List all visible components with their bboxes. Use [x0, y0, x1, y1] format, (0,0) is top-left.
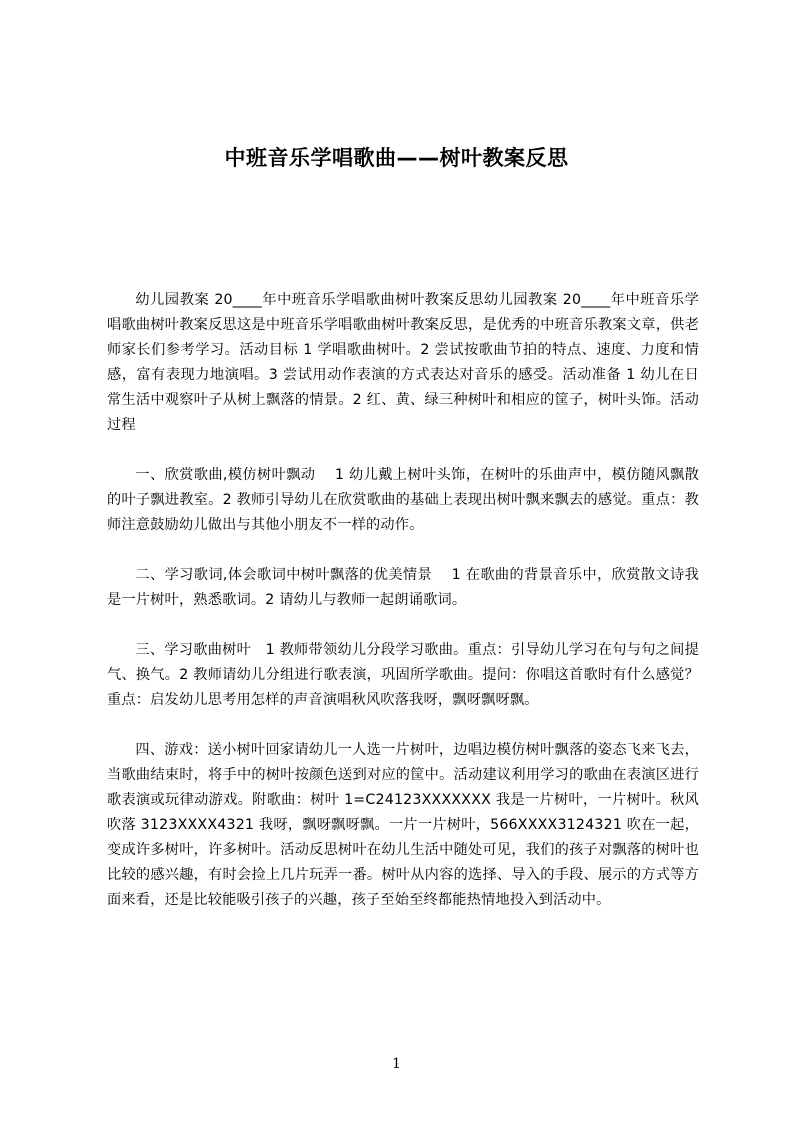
- document-title: 中班音乐学唱歌曲——树叶教案反思: [224, 146, 569, 170]
- paragraph-section-4: 四、游戏：送小树叶回家请幼儿一人选一片树叶，边唱边模仿树叶飘落的姿态飞来飞去，当歌曲结束时，将手中的树叶按颜色送到对应的筐中。活动建议利用学习的歌曲在表演区进行歌表演或玩律动游戏。附歌曲：树叶 1=C24123XXXXXXX 我是一片树叶，一片树叶。秋风吹落 3123XXXX4321 我呀，飘呀飘呀飘。一片一片树叶，566XXXX3124321 吹在一起，变成许多树叶，许多树叶。活动反思树叶在幼儿生活中随处可见，我们的孩子对飘落的树叶也比较的感兴趣，有时会捡上几片玩弄一番。树叶从内容的选择、导入的手段、展示的方式等方面来看，还是比较能吸引孩子的兴趣，孩子至始至终都能热情地投入到活动中。: [107, 742, 699, 908]
- document-body: [107, 288, 699, 913]
- paragraph-section-2: 二、学习歌词,体会歌词中树叶飘落的优美情景 1 在歌曲的背景音乐中，欣赏散文诗我是一片树叶，熟悉歌词。2 请幼儿与教师一起朗诵歌词。: [107, 567, 699, 608]
- paragraph-intro: 幼儿园教案 20____年中班音乐学唱歌曲树叶教案反思幼儿园教案 20____年中班音乐学唱歌曲树叶教案反思这是中班音乐学唱歌曲树叶教案反思，是优秀的中班音乐教案文章，供老师家长们参考学习。活动目标 1 学唱歌曲树叶。2 尝试按歌曲节拍的特点、速度、力度和情感，富有表现力地演唱。3 尝试用动作表演的方式表达对音乐的感受。活动准备 1 幼儿在日常生活中观察叶子从树上飘落的情景。2 红、黄、绿三种树叶和相应的筐子，树叶头饰。活动过程: [107, 292, 699, 433]
- page-number: 1: [392, 1056, 401, 1072]
- paragraph-section-1: 一、欣赏歌曲,模仿树叶飘动 1 幼儿戴上树叶头饰，在树叶的乐曲声中，模仿随风飘散的叶子飘进教室。2 教师引导幼儿在欣赏歌曲的基础上表现出树叶飘来飘去的感觉。重点：教师注意鼓励幼儿做出与其他小朋友不一样的动作。: [107, 467, 699, 533]
- paragraph-section-3: 三、学习歌曲树叶 1 教师带领幼儿分段学习歌曲。重点：引导幼儿学习在句与句之间提气、换气。2 教师请幼儿分组进行歌表演，巩固所学歌曲。提问：你唱这首歌时有什么感觉？重点：启发幼儿思考用怎样的声音演唱秋风吹落我呀，飘呀飘呀飘。: [107, 642, 699, 708]
